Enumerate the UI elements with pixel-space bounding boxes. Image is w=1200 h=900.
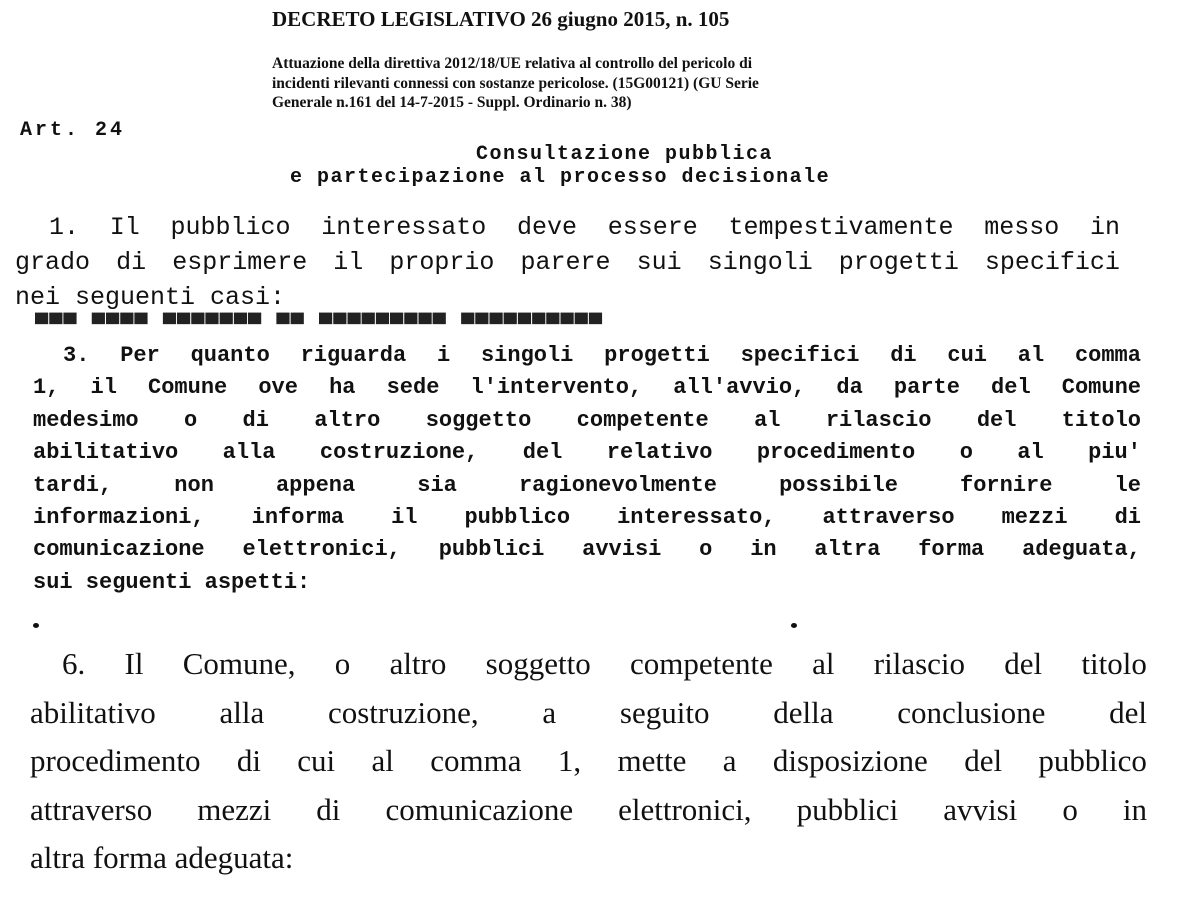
subtitle-line: Generale n.161 del 14-7-2015 - Suppl. Ordinario n. 38) <box>272 94 632 111</box>
paragraph-word: al <box>812 646 835 681</box>
paragraph-word: Comune <box>148 375 228 401</box>
paragraph-word: abilitativo <box>33 440 179 466</box>
paragraph-word: pubblici <box>438 537 545 563</box>
paragraph-line <box>15 280 1120 315</box>
paragraph-word: disposizione <box>772 743 928 779</box>
paragraph-line <box>30 640 1147 689</box>
paragraph-word: interessato, <box>617 505 776 531</box>
paragraph-word: l'intervento, <box>470 375 643 401</box>
paragraph-word: del <box>976 407 1017 433</box>
paragraph-word: 1, <box>33 375 60 401</box>
paragraph-word: mette <box>617 743 687 779</box>
subtitle-line: Attuazione della direttiva 2012/18/UE relativa al controllo del pericolo di <box>272 55 753 72</box>
paragraph-word: del <box>964 743 1003 779</box>
paragraph-word: elettronici, <box>242 537 401 563</box>
paragraph-word: soggetto <box>425 407 532 433</box>
paragraph-word: pubblici <box>796 791 899 827</box>
paragraph-word: altro <box>314 407 381 433</box>
paragraph-word: altra <box>814 537 881 563</box>
paragraph-word: Comune <box>1061 375 1141 401</box>
list-bullet-mark <box>33 623 39 628</box>
paragraph-word: 6. <box>62 646 86 681</box>
paragraph-word: forma <box>918 537 985 563</box>
paragraph-word: 1, <box>557 743 582 779</box>
paragraph-word: di <box>890 343 917 368</box>
paragraph-word: informazioni, <box>33 505 205 531</box>
paragraph-line <box>33 502 1141 534</box>
paragraph-word: o <box>959 440 973 466</box>
paragraph-word: deve <box>516 213 577 242</box>
paragraph-word: da <box>836 375 863 401</box>
paragraph-word: titolo <box>1081 646 1147 681</box>
paragraph-word: soggetto <box>485 646 591 681</box>
paragraph-word: conclusione <box>897 694 1046 730</box>
article-heading-line: e partecipazione al processo decisionale <box>290 166 831 189</box>
paragraph-word: comunicazione <box>385 791 574 827</box>
paragraph-word: singoli <box>707 248 813 277</box>
paragraph-word: medesimo <box>33 407 139 433</box>
paragraph-word: rilascio <box>873 646 966 681</box>
paragraph-word: ha <box>329 375 356 401</box>
paragraph-line <box>33 567 1141 599</box>
paragraph-word: interessato <box>321 213 487 242</box>
paragraph-word: progetti <box>604 343 710 368</box>
paragraph-word: al <box>754 407 781 433</box>
paragraph-word: del <box>522 440 563 466</box>
list-bullet-mark <box>791 623 797 628</box>
paragraph-word: i <box>436 343 451 368</box>
paragraph-word: costruzione, <box>319 440 479 466</box>
paragraph-word: ragionevolmente <box>518 472 718 498</box>
paragraph-word: o <box>334 646 351 681</box>
paragraph-6 <box>30 640 1147 883</box>
paragraph-word: essere <box>607 213 698 242</box>
paragraph-line <box>33 534 1141 566</box>
paragraph-word: altro <box>389 646 447 681</box>
paragraph-word: o <box>1062 791 1078 827</box>
paragraph-1 <box>15 210 1120 315</box>
paragraph-word: nei seguenti casi: <box>15 283 286 312</box>
paragraph-line <box>33 405 1141 437</box>
paragraph-line <box>15 245 1120 280</box>
paragraph-word: le <box>1114 472 1141 498</box>
paragraph-word: a <box>542 694 557 730</box>
paragraph-word: avvisi <box>943 791 1018 827</box>
paragraph-word: fornire <box>960 472 1053 498</box>
paragraph-word: procedimento <box>756 440 916 466</box>
paragraph-word: quanto <box>190 343 270 368</box>
paragraph-word: progetti <box>838 248 959 277</box>
paragraph-word: 1. <box>49 213 80 242</box>
paragraph-word: Il <box>109 213 140 242</box>
paragraph-word: non <box>174 472 214 498</box>
paragraph-word: sede <box>386 375 440 401</box>
paragraph-word: rilascio <box>825 407 932 433</box>
subtitle-line: incidenti rilevanti connessi con sostanze pericolose. (15G00121) (GU Serie <box>272 74 759 92</box>
paragraph-word: a <box>722 743 737 779</box>
paragraph-line <box>30 737 1147 786</box>
paragraph-word: di <box>236 743 261 779</box>
cropped-text-strip <box>35 313 695 338</box>
paragraph-word: alla <box>219 694 265 730</box>
paragraph-line <box>30 786 1147 835</box>
paragraph-line <box>33 470 1141 502</box>
paragraph-word: specifici <box>984 248 1120 277</box>
paragraph-word: seguito <box>619 694 710 730</box>
paragraph-word: mezzi <box>197 791 272 827</box>
paragraph-word: il <box>90 375 117 401</box>
paragraph-word: 3. <box>63 343 90 368</box>
paragraph-word: possibile <box>779 472 898 498</box>
paragraph-word: o <box>183 407 198 433</box>
paragraph-word: della <box>773 694 834 730</box>
paragraph-word: attraverso <box>822 505 955 531</box>
paragraph-line <box>30 834 1147 883</box>
paragraph-word: Comune, <box>182 646 296 681</box>
paragraph-word: parere <box>520 248 611 277</box>
document-subtitle <box>272 54 872 113</box>
paragraph-line <box>15 210 1120 245</box>
paragraph-word: altra forma adeguata: <box>30 840 294 876</box>
paragraph-word: di <box>316 791 341 827</box>
paragraph-word: relativo <box>606 440 713 466</box>
paragraph-word: ove <box>258 375 298 401</box>
paragraph-line <box>33 340 1141 372</box>
paragraph-word: abilitativo <box>30 694 156 730</box>
paragraph-word: tardi, <box>33 472 113 498</box>
paragraph-word: proprio <box>389 248 495 277</box>
paragraph-word: all'avvio, <box>673 375 806 401</box>
paragraph-word: cui <box>297 743 336 779</box>
paragraph-word: al <box>371 743 394 779</box>
paragraph-word: grado <box>15 248 91 277</box>
paragraph-word: comma <box>430 743 522 779</box>
paragraph-word: o <box>699 537 713 563</box>
paragraph-word: singoli <box>480 343 574 368</box>
cropped-text-fragment: ▀▀▀ ▀▀▀▀ ▀▀▀▀▀▀▀ ▀▀ ▀▀▀▀▀▀▀▀▀ ▀▀▀▀▀▀▀▀▀▀ <box>35 313 604 338</box>
paragraph-word: messo <box>984 213 1060 242</box>
paragraph-word: appena <box>275 472 356 498</box>
paragraph-word: titolo <box>1061 407 1141 433</box>
article-heading-line: Consultazione pubblica <box>476 143 774 166</box>
paragraph-word: tempestivamente <box>728 213 954 242</box>
paragraph-word: parte <box>893 375 960 401</box>
paragraph-word: specifici <box>740 343 860 368</box>
paragraph-word: del <box>1004 646 1043 681</box>
paragraph-word: sia <box>417 472 457 498</box>
article-heading <box>290 143 1090 189</box>
paragraph-word: pubblico <box>170 213 291 242</box>
paragraph-word: alla <box>222 440 276 466</box>
paragraph-word: di <box>242 407 269 433</box>
paragraph-word: il <box>333 248 364 277</box>
document-title: DECRETO LEGISLATIVO 26 giugno 2015, n. 105 <box>272 7 730 31</box>
paragraph-word: al <box>1017 343 1045 368</box>
paragraph-word: avvisi <box>582 537 662 563</box>
paragraph-word: riguarda <box>300 343 407 368</box>
paragraph-word: mezzi <box>1001 505 1068 531</box>
paragraph-word: comma <box>1074 343 1141 368</box>
paragraph-word: attraverso <box>30 791 153 827</box>
paragraph-word: pubblico <box>1038 743 1147 779</box>
paragraph-word: di <box>1114 505 1141 531</box>
paragraph-word: sui <box>636 248 682 277</box>
paragraph-word: esprimere <box>172 248 308 277</box>
paragraph-word: competente <box>576 407 709 433</box>
paragraph-word: cui <box>947 343 987 368</box>
paragraph-word: il <box>391 505 418 531</box>
paragraph-word: del <box>1109 694 1147 730</box>
paragraph-word: costruzione, <box>327 694 479 730</box>
article-number: Art. 24 <box>20 119 126 142</box>
paragraph-word: al <box>1017 440 1044 466</box>
paragraph-word: piu' <box>1088 440 1141 466</box>
paragraph-word: Per <box>120 343 160 368</box>
paragraph-3 <box>33 340 1141 599</box>
paragraph-word: comunicazione <box>33 537 205 563</box>
paragraph-word: adeguata, <box>1022 537 1141 563</box>
paragraph-word: pubblico <box>464 505 571 531</box>
paragraph-word: informa <box>251 505 345 531</box>
paragraph-word: Il <box>124 646 144 681</box>
paragraph-line <box>33 372 1141 404</box>
paragraph-word: sui seguenti aspetti: <box>33 569 311 595</box>
paragraph-word: competente <box>629 646 773 681</box>
paragraph-word: procedimento <box>30 743 201 779</box>
paragraph-word: del <box>991 375 1031 401</box>
paragraph-line <box>33 437 1141 469</box>
paragraph-word: in <box>750 537 777 563</box>
paragraph-word: di <box>116 248 147 277</box>
paragraph-word: in <box>1089 213 1120 242</box>
paragraph-word: in <box>1122 791 1147 827</box>
paragraph-word: elettronici, <box>618 791 752 827</box>
paragraph-line <box>30 689 1147 738</box>
